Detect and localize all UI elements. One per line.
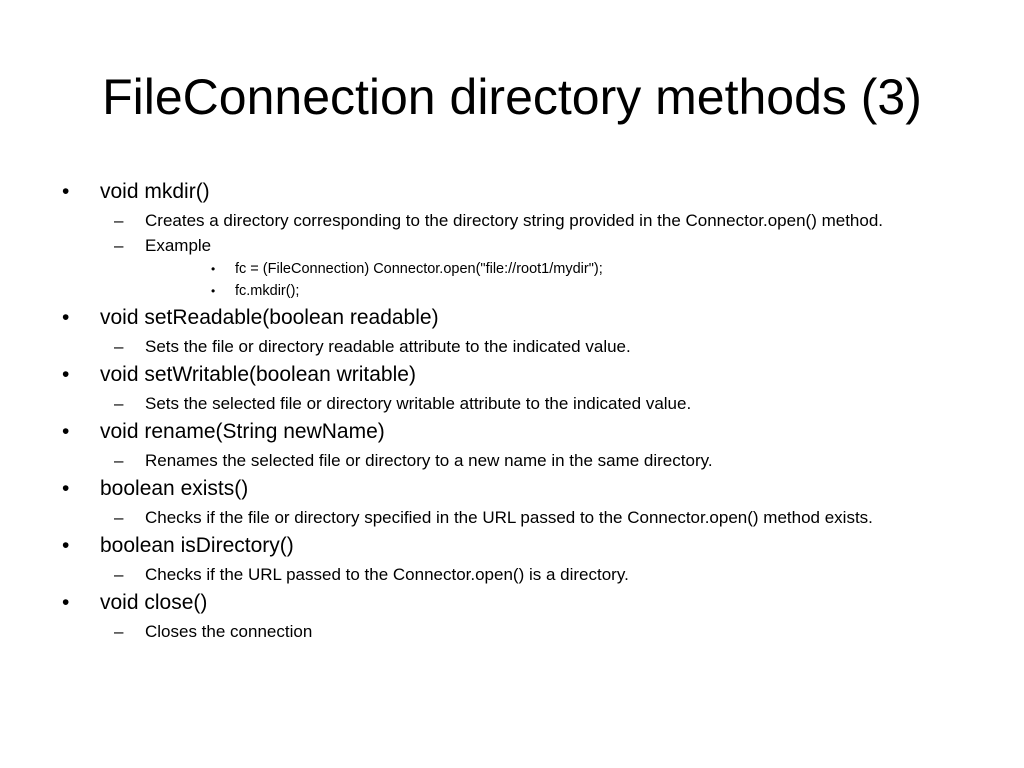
code-bullet-item: [145, 260, 962, 278]
dash-icon: –: [114, 451, 124, 470]
code-bullet-text: fc.mkdir();: [235, 283, 300, 299]
bullet-icon: •: [62, 180, 70, 203]
sub-bullet-list: [100, 451, 962, 471]
bullet-text: void setWritable(boolean writable): [100, 363, 416, 386]
dash-icon: –: [114, 211, 124, 230]
dash-icon: –: [114, 508, 124, 527]
sub-bullet-text: Checks if the URL passed to the Connector.open() is a directory.: [145, 565, 629, 584]
bullet-icon: •: [62, 477, 70, 500]
bullet-icon: •: [62, 420, 70, 443]
code-bullet-item: [145, 282, 962, 300]
sub-bullet-list: [100, 622, 962, 642]
bullet-icon: •: [62, 534, 70, 557]
code-bullet-list: [145, 260, 962, 300]
sub-bullet-list: [100, 565, 962, 585]
bullet-text: void close(): [100, 591, 208, 614]
sub-bullet-text: Checks if the file or directory specified in the URL passed to the Connector.open() method exists.: [145, 508, 873, 527]
bullet-item: [62, 475, 962, 528]
bullet-icon: •: [62, 363, 70, 386]
sub-bullet-item: [100, 565, 962, 585]
bullet-item: [62, 304, 962, 357]
bullet-item: [62, 418, 962, 471]
bullet-text: boolean isDirectory(): [100, 534, 294, 557]
sub-bullet-text: Sets the selected file or directory writable attribute to the indicated value.: [145, 394, 692, 413]
sub-bullet-list: [100, 337, 962, 357]
sub-bullet-text: Example: [145, 236, 212, 255]
bullet-item: [62, 178, 962, 300]
bullet-item: [62, 589, 962, 642]
bullet-icon: •: [211, 284, 216, 298]
sub-bullet-text: Creates a directory corresponding to the directory string provided in the Connector.open() method.: [145, 211, 884, 230]
sub-bullet-item: [100, 236, 962, 300]
sub-bullet-item: [100, 508, 962, 528]
bullet-text: void setReadable(boolean readable): [100, 306, 439, 329]
bullet-icon: •: [62, 306, 70, 329]
sub-bullet-text: Renames the selected file or directory to a new name in the same directory.: [145, 451, 713, 470]
bullet-icon: •: [62, 591, 70, 614]
sub-bullet-list: [100, 508, 962, 528]
sub-bullet-list: [100, 394, 962, 414]
dash-icon: –: [114, 337, 124, 356]
sub-bullet-list: [100, 211, 962, 300]
sub-bullet-item: [100, 337, 962, 357]
bullet-item: [62, 361, 962, 414]
sub-bullet-text: Sets the file or directory readable attribute to the indicated value.: [145, 337, 631, 356]
bullet-text: void mkdir(): [100, 180, 210, 203]
bullet-list: [62, 178, 962, 642]
code-bullet-text: fc = (FileConnection) Connector.open("file://root1/mydir");: [235, 261, 603, 277]
sub-bullet-item: [100, 451, 962, 471]
slide-title: FileConnection directory methods (3): [102, 69, 922, 125]
sub-bullet-item: [100, 622, 962, 642]
dash-icon: –: [114, 236, 124, 255]
sub-bullet-item: [100, 394, 962, 414]
dash-icon: –: [114, 394, 124, 413]
bullet-icon: •: [211, 262, 216, 276]
bullet-item: [62, 532, 962, 585]
sub-bullet-text: Closes the connection: [145, 622, 313, 641]
dash-icon: –: [114, 622, 124, 641]
dash-icon: –: [114, 565, 124, 584]
bullet-text: void rename(String newName): [100, 420, 385, 443]
bullet-text: boolean exists(): [100, 477, 249, 500]
sub-bullet-item: [100, 211, 962, 231]
